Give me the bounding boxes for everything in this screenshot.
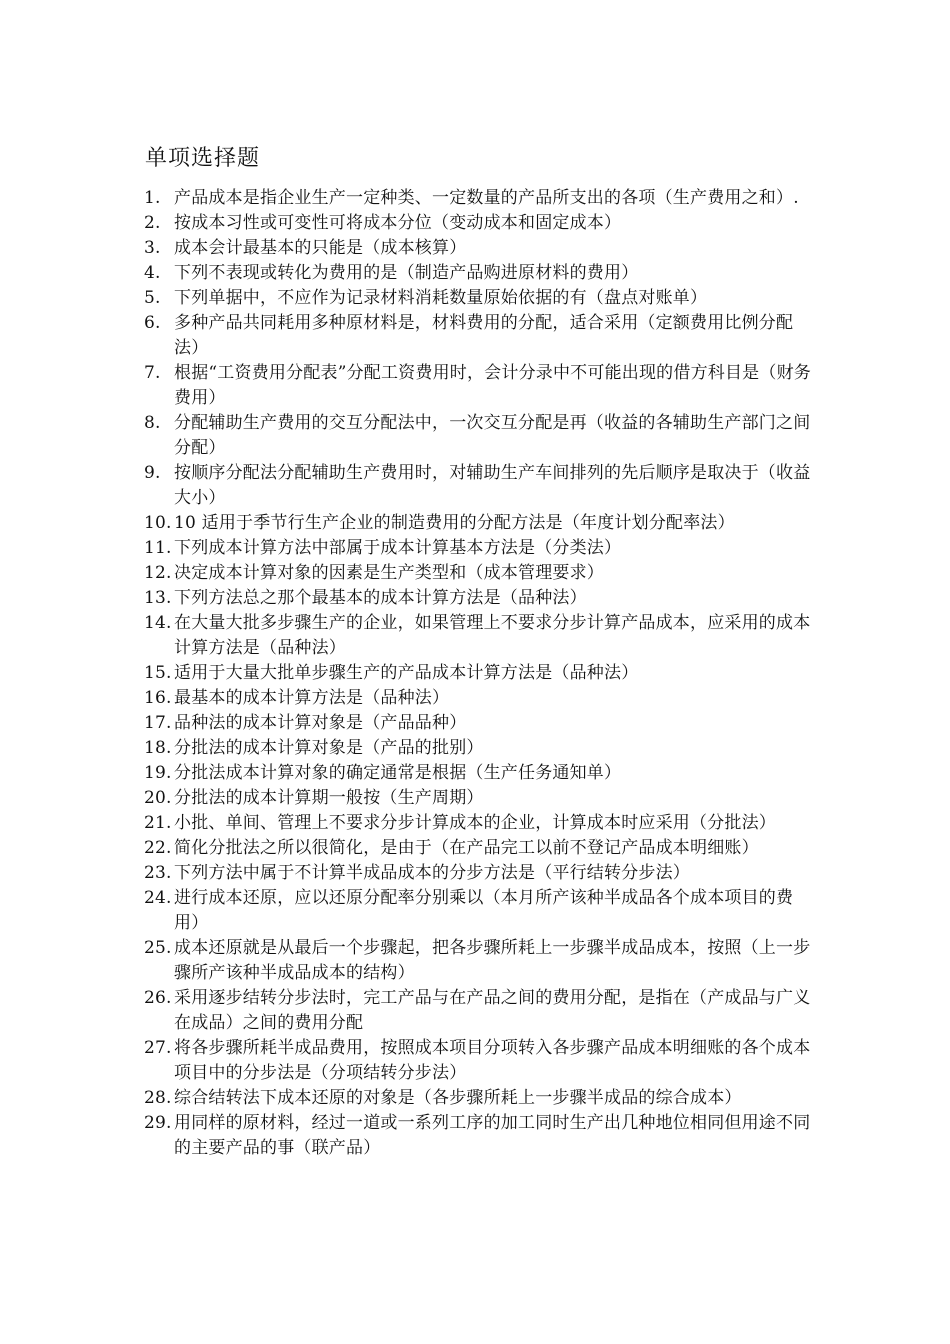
question-text: 决定成本计算对象的因素是生产类型和（成本管理要求） bbox=[174, 563, 604, 583]
question-text: 简化分批法之所以很简化，是由于（在产品完工以前不登记产品成本明细账） bbox=[174, 838, 759, 858]
question-number: 29. bbox=[144, 1113, 172, 1133]
question-number: 1. bbox=[144, 188, 161, 208]
question-number: 18. bbox=[144, 738, 172, 758]
question-item bbox=[144, 586, 814, 611]
question-text: 按顺序分配法分配辅助生产费用时，对辅助生产车间排列的先后顺序是取决于（收益大小） bbox=[174, 463, 811, 508]
question-text: 分批法的成本计算期一般按（生产周期） bbox=[174, 788, 484, 808]
question-number: 5. bbox=[144, 288, 161, 308]
question-number: 13. bbox=[144, 588, 172, 608]
question-text: 综合结转法下成本还原的对象是（各步骤所耗上一步骤半成品的综合成本） bbox=[174, 1088, 742, 1108]
question-number: 25. bbox=[144, 938, 172, 958]
question-text: 成本还原就是从最后一个步骤起，把各步骤所耗上一步骤半成品成本，按照（上一步骤所产该种半成品成本的结构） bbox=[174, 938, 811, 983]
question-item bbox=[144, 711, 814, 736]
question-item bbox=[144, 861, 814, 886]
question-item bbox=[144, 886, 814, 936]
question-item bbox=[144, 936, 814, 986]
question-text: 下列单据中，不应作为记录材料消耗数量原始依据的有（盘点对账单） bbox=[174, 288, 708, 308]
question-number: 14. bbox=[144, 613, 172, 633]
question-item bbox=[144, 1086, 814, 1111]
question-item bbox=[144, 261, 814, 286]
question-number: 28. bbox=[144, 1088, 172, 1108]
question-item bbox=[144, 1111, 814, 1161]
question-number: 27. bbox=[144, 1038, 172, 1058]
question-item bbox=[144, 811, 814, 836]
question-text: 下列方法中属于不计算半成品成本的分步方法是（平行结转分步法） bbox=[174, 863, 690, 883]
question-text: 品种法的成本计算对象是（产品品种） bbox=[174, 713, 467, 733]
question-text: 最基本的成本计算方法是（品种法） bbox=[174, 688, 450, 708]
question-item bbox=[144, 286, 814, 311]
question-text: 分批法的成本计算对象是（产品的批别） bbox=[174, 738, 484, 758]
question-list bbox=[144, 186, 814, 1161]
question-item bbox=[144, 186, 814, 211]
question-text: 小批、单间、管理上不要求分步计算成本的企业，计算成本时应采用（分批法） bbox=[174, 813, 776, 833]
question-number: 20. bbox=[144, 788, 172, 808]
section-title: 单项选择题 bbox=[145, 146, 261, 171]
question-number: 22. bbox=[144, 838, 172, 858]
question-item bbox=[144, 736, 814, 761]
question-item bbox=[144, 611, 814, 661]
question-item bbox=[144, 311, 814, 361]
question-text: 产品成本是指企业生产一定种类、一定数量的产品所支出的各项（生产费用之和）. bbox=[174, 188, 799, 208]
question-number: 2. bbox=[144, 213, 161, 233]
question-text: 按成本习性或可变性可将成本分位（变动成本和固定成本） bbox=[174, 213, 622, 233]
question-item bbox=[144, 511, 814, 536]
question-text: 适用于大量大批单步骤生产的产品成本计算方法是（品种法） bbox=[174, 663, 639, 683]
question-number: 23. bbox=[144, 863, 172, 883]
question-number: 11. bbox=[144, 538, 172, 558]
question-text: 将各步骤所耗半成品费用，按照成本项目分项转入各步骤产品成本明细账的各个成本项目中的分步法是（分项结转分步法） bbox=[174, 1038, 811, 1083]
question-item bbox=[144, 986, 814, 1036]
question-item bbox=[144, 211, 814, 236]
question-item bbox=[144, 536, 814, 561]
question-item bbox=[144, 236, 814, 261]
question-number: 19. bbox=[144, 763, 172, 783]
question-item bbox=[144, 836, 814, 861]
question-number: 6. bbox=[144, 313, 161, 333]
question-text: 采用逐步结转分步法时，完工产品与在产品之间的费用分配，是指在（产成品与广义在成品）之间的费用分配 bbox=[174, 988, 811, 1033]
question-number: 15. bbox=[144, 663, 172, 683]
question-item bbox=[144, 686, 814, 711]
question-number: 7. bbox=[144, 363, 161, 383]
question-number: 16. bbox=[144, 688, 172, 708]
question-number: 12. bbox=[144, 563, 172, 583]
question-item bbox=[144, 1036, 814, 1086]
question-item bbox=[144, 361, 814, 411]
question-text: 10 适用于季节行生产企业的制造费用的分配方法是（年度计划分配率法） bbox=[174, 513, 735, 533]
question-text: 分配辅助生产费用的交互分配法中，一次交互分配是再（收益的各辅助生产部门之间分配） bbox=[174, 413, 811, 458]
question-text: 进行成本还原，应以还原分配率分别乘以（本月所产该种半成品各个成本项目的费用） bbox=[174, 888, 794, 933]
question-item bbox=[144, 561, 814, 586]
question-item bbox=[144, 786, 814, 811]
question-item bbox=[144, 761, 814, 786]
question-number: 8. bbox=[144, 413, 161, 433]
question-number: 21. bbox=[144, 813, 172, 833]
question-number: 26. bbox=[144, 988, 172, 1008]
question-text: 分批法成本计算对象的确定通常是根据（生产任务通知单） bbox=[174, 763, 622, 783]
question-number: 9. bbox=[144, 463, 161, 483]
question-text: 根据“工资费用分配表”分配工资费用时，会计分录中不可能出现的借方科目是（财务费用） bbox=[174, 363, 811, 408]
question-number: 10. bbox=[144, 513, 172, 533]
question-text: 多种产品共同耗用多种原材料是，材料费用的分配，适合采用（定额费用比例分配法） bbox=[174, 313, 794, 358]
question-item bbox=[144, 411, 814, 461]
question-number: 4. bbox=[144, 263, 161, 283]
question-text: 在大量大批多步骤生产的企业，如果管理上不要求分步计算产品成本，应采用的成本计算方法是（品种法） bbox=[174, 613, 811, 658]
question-text: 下列方法总之那个最基本的成本计算方法是（品种法） bbox=[174, 588, 587, 608]
question-number: 17. bbox=[144, 713, 172, 733]
question-item bbox=[144, 461, 814, 511]
question-text: 用同样的原材料，经过一道或一系列工序的加工同时生产出几种地位相同但用途不同的主要产品的事（联产品） bbox=[174, 1113, 811, 1158]
question-text: 成本会计最基本的只能是（成本核算） bbox=[174, 238, 467, 258]
question-number: 3. bbox=[144, 238, 161, 258]
question-item bbox=[144, 661, 814, 686]
question-text: 下列不表现或转化为费用的是（制造产品购进原材料的费用） bbox=[174, 263, 639, 283]
question-text: 下列成本计算方法中部属于成本计算基本方法是（分类法） bbox=[174, 538, 622, 558]
question-number: 24. bbox=[144, 888, 172, 908]
